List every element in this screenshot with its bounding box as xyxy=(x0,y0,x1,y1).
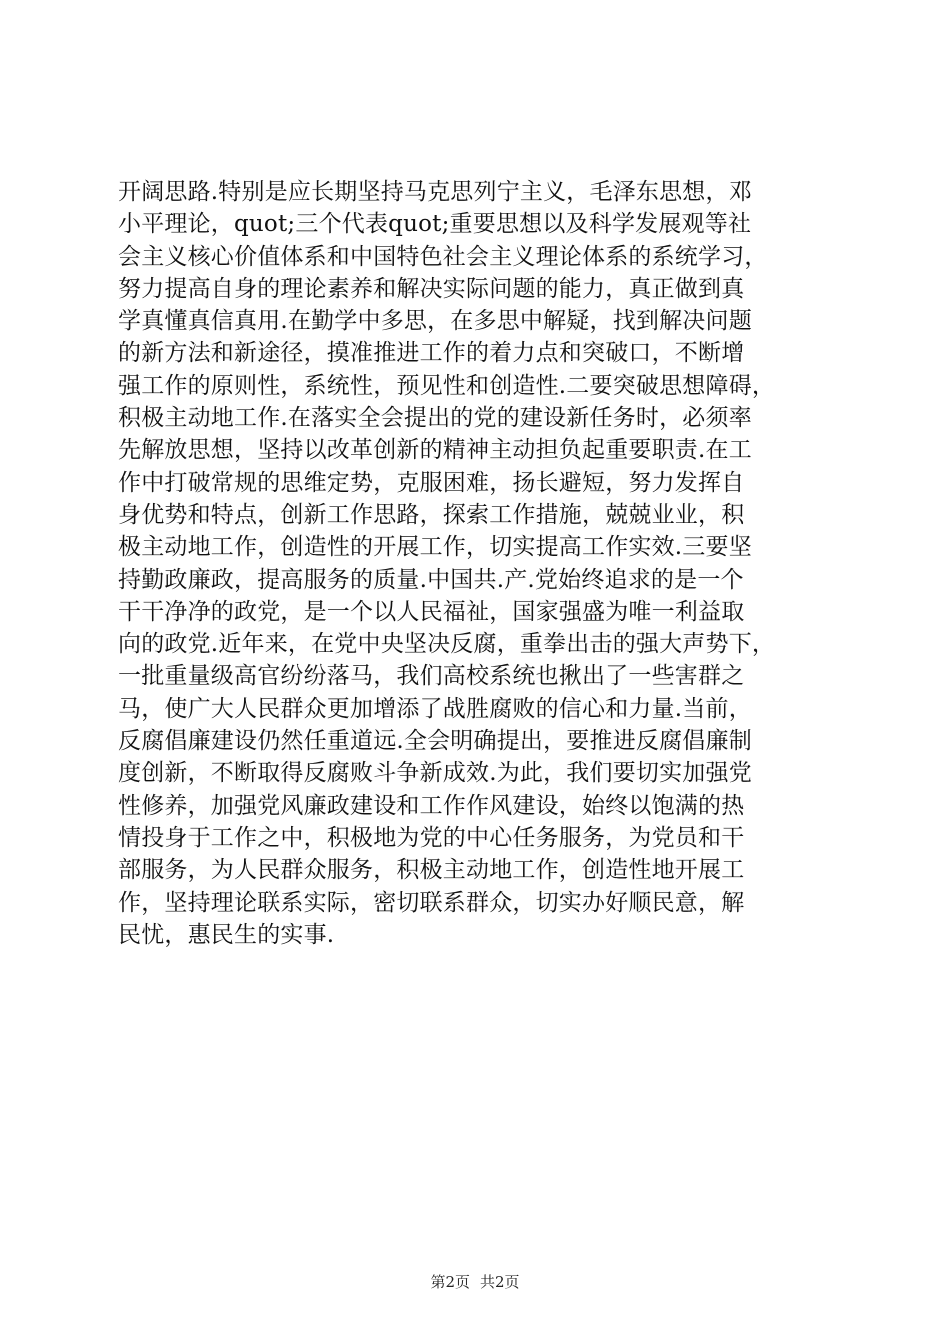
text-line: 部服务，为人民群众服务，积极主动地工作，创造性地开展工 xyxy=(118,857,745,884)
text-line: 向的政党.近年来，在党中央坚决反腐，重拳出击的强大声势下， xyxy=(118,631,776,658)
text-line: 情投身于工作之中，积极地为党的中心任务服务，为党员和干 xyxy=(118,824,745,851)
text-line: 的新方法和新途径，摸准推进工作的着力点和突破口，不断增 xyxy=(118,340,745,367)
text-line: 马，使广大人民群众更加增添了战胜腐败的信心和力量.当前， xyxy=(118,695,752,722)
text-line: 极主动地工作，创造性的开展工作，切实提高工作实效.三要坚 xyxy=(118,534,752,561)
body-paragraph xyxy=(118,176,838,951)
page-number: 第2页 xyxy=(430,1273,470,1291)
text-line: 一批重量级高官纷纷落马，我们高校系统也揪出了一些害群之 xyxy=(118,663,745,690)
text-line: 性修养，加强党风廉政建设和工作作风建设，始终以饱满的热 xyxy=(118,792,745,819)
text-line: 积极主动地工作.在落实全会提出的党的建设新任务时，必须率 xyxy=(118,405,752,432)
page-footer xyxy=(0,1272,950,1292)
text-line: 持勤政廉政，提高服务的质量.中国共.产.党始终追求的是一个 xyxy=(118,566,744,593)
text-line: 努力提高自身的理论素养和解决实际问题的能力，真正做到真 xyxy=(118,275,745,302)
text-line: 强工作的原则性，系统性，预见性和创造性.二要突破思想障碍， xyxy=(118,372,776,399)
text-line: 干干净净的政党，是一个以人民福祉，国家强盛为唯一利益取 xyxy=(118,598,745,625)
page-total: 共2页 xyxy=(480,1273,520,1291)
text-line: 度创新，不断取得反腐败斗争新成效.为此，我们要切实加强党 xyxy=(118,760,752,787)
text-line: 先解放思想，坚持以改革创新的精神主动担负起重要职责.在工 xyxy=(118,437,752,464)
text-line: 学真懂真信真用.在勤学中多思，在多思中解疑，找到解决问题 xyxy=(118,308,752,335)
text-line: 小平理论，quot;三个代表quot;重要思想以及科学发展观等社 xyxy=(118,211,752,238)
text-line: 作中打破常规的思维定势，克服困难，扬长避短，努力发挥自 xyxy=(118,469,745,496)
text-line: 民忧，惠民生的实事. xyxy=(118,921,335,948)
text-line: 会主义核心价值体系和中国特色社会主义理论体系的系统学习， xyxy=(118,243,768,270)
text-line: 开阔思路.特别是应长期坚持马克思列宁主义，毛泽东思想，邓 xyxy=(118,179,752,205)
text-line: 反腐倡廉建设仍然任重道远.全会明确提出，要推进反腐倡廉制 xyxy=(118,728,752,755)
text-line: 身优势和特点，创新工作思路，探索工作措施，兢兢业业，积 xyxy=(118,501,745,528)
text-line: 作，坚持理论联系实际，密切联系群众，切实办好顺民意，解 xyxy=(118,889,745,916)
